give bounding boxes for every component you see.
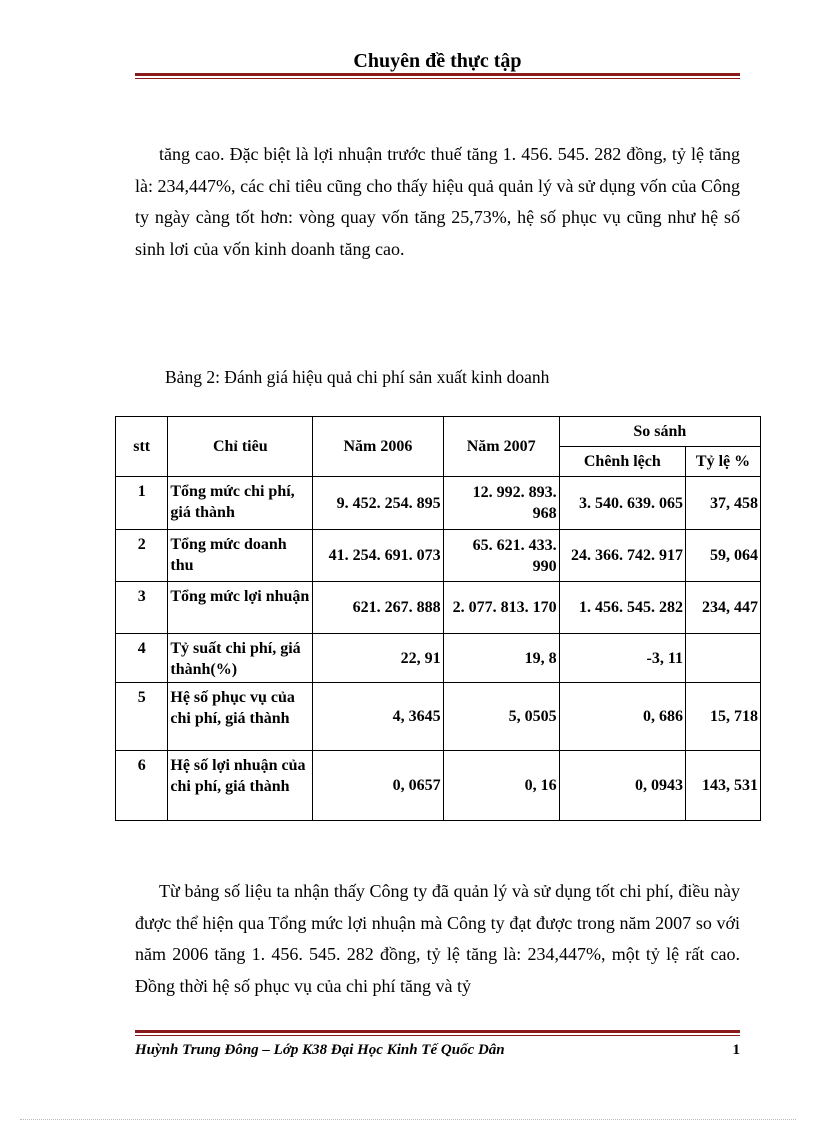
footer-rule <box>135 1030 740 1036</box>
row-pct: 15, 718 <box>686 683 761 751</box>
header-rule <box>135 73 740 79</box>
header-compare: So sánh <box>559 417 760 447</box>
row-stt: 3 <box>116 582 168 634</box>
row-indicator: Tổng mức lợi nhuận <box>168 582 313 634</box>
row-indicator: Tỷ suất chi phí, giá thành(%) <box>168 634 313 683</box>
row-stt: 2 <box>116 530 168 582</box>
row-diff: -3, 11 <box>559 634 685 683</box>
header-stt: stt <box>116 417 168 477</box>
page-bottom-edge <box>20 1119 796 1120</box>
table-row <box>116 582 761 634</box>
row-diff: 24. 366. 742. 917 <box>559 530 685 582</box>
header-diff: Chênh lệch <box>559 447 685 477</box>
row-value-2007: 0, 16 <box>443 751 559 821</box>
row-value-2007: 65. 621. 433. 990 <box>443 530 559 582</box>
conclusion-paragraph-text: Từ bảng số liệu ta nhận thấy Công ty đã quản lý và sử dụng tốt chi phí, điều này được thể hiện qua Tổng mức lợi nhuận mà Công ty đạt được trong năm 2007 so với năm 2006 tăng 1. 456. 545. 282 đồng, tỷ lệ tăng là: 234,447%, một tỷ lệ rất cao. Đồng thời hệ số phục vụ của chi phí tăng và tỷ <box>135 881 740 996</box>
table-row <box>116 477 761 530</box>
row-value-2006: 41. 254. 691. 073 <box>313 530 443 582</box>
row-diff: 3. 540. 639. 065 <box>559 477 685 530</box>
row-stt: 1 <box>116 477 168 530</box>
page-header-title: Chuyên đề thực tập <box>353 50 522 72</box>
row-pct: 59, 064 <box>686 530 761 582</box>
header-2007: Năm 2007 <box>443 417 559 477</box>
header-2006: Năm 2006 <box>313 417 443 477</box>
row-stt: 6 <box>116 751 168 821</box>
row-indicator: Hệ số lợi nhuận của chi phí, giá thành <box>168 751 313 821</box>
table-row <box>116 634 761 683</box>
row-pct: 234, 447 <box>686 582 761 634</box>
row-value-2007: 2. 077. 813. 170 <box>443 582 559 634</box>
row-value-2006: 22, 91 <box>313 634 443 683</box>
row-value-2006: 4, 3645 <box>313 683 443 751</box>
row-indicator: Tổng mức doanh thu <box>168 530 313 582</box>
table-row <box>116 751 761 821</box>
row-value-2006: 9. 452. 254. 895 <box>313 477 443 530</box>
table-row <box>116 530 761 582</box>
footer-author: Huỳnh Trung Đông – Lớp K38 Đại Học Kinh Tế Quốc Dân <box>135 1042 505 1058</box>
page-footer <box>135 1040 740 1060</box>
row-pct <box>686 634 761 683</box>
page-number: 1 <box>732 1042 740 1058</box>
cost-efficiency-table <box>115 416 761 821</box>
row-value-2007: 12. 992. 893. 968 <box>443 477 559 530</box>
row-diff: 0, 686 <box>559 683 685 751</box>
row-value-2007: 5, 0505 <box>443 683 559 751</box>
row-stt: 4 <box>116 634 168 683</box>
row-pct: 143, 531 <box>686 751 761 821</box>
row-indicator: Hệ số phục vụ của chi phí, giá thành <box>168 683 313 751</box>
row-value-2006: 0, 0657 <box>313 751 443 821</box>
intro-paragraph <box>135 139 740 265</box>
row-diff: 1. 456. 545. 282 <box>559 582 685 634</box>
conclusion-paragraph <box>135 876 740 1002</box>
row-stt: 5 <box>116 683 168 751</box>
row-indicator: Tổng mức chi phí, giá thành <box>168 477 313 530</box>
intro-paragraph-text: tăng cao. Đặc biệt là lợi nhuận trước thuế tăng 1. 456. 545. 282 đồng, tỷ lệ tăng là: 234,447%, các chỉ tiêu cũng cho thấy hiệu quả quản lý và sử dụng vốn của Công ty ngày càng tốt hơn: vòng quay vốn tăng 25,73%, hệ số phục vụ cũng như hệ số sinh lơi của vốn kinh doanh tăng cao. <box>135 144 740 259</box>
row-pct: 37, 458 <box>686 477 761 530</box>
row-diff: 0, 0943 <box>559 751 685 821</box>
header-indicator: Chỉ tiêu <box>168 417 313 477</box>
row-value-2006: 621. 267. 888 <box>313 582 443 634</box>
row-value-2007: 19, 8 <box>443 634 559 683</box>
table-row <box>116 683 761 751</box>
table-caption: Bảng 2: Đánh giá hiệu quả chi phí sản xuất kinh doanh <box>165 367 550 387</box>
header-pct: Tỷ lệ % <box>686 447 761 477</box>
